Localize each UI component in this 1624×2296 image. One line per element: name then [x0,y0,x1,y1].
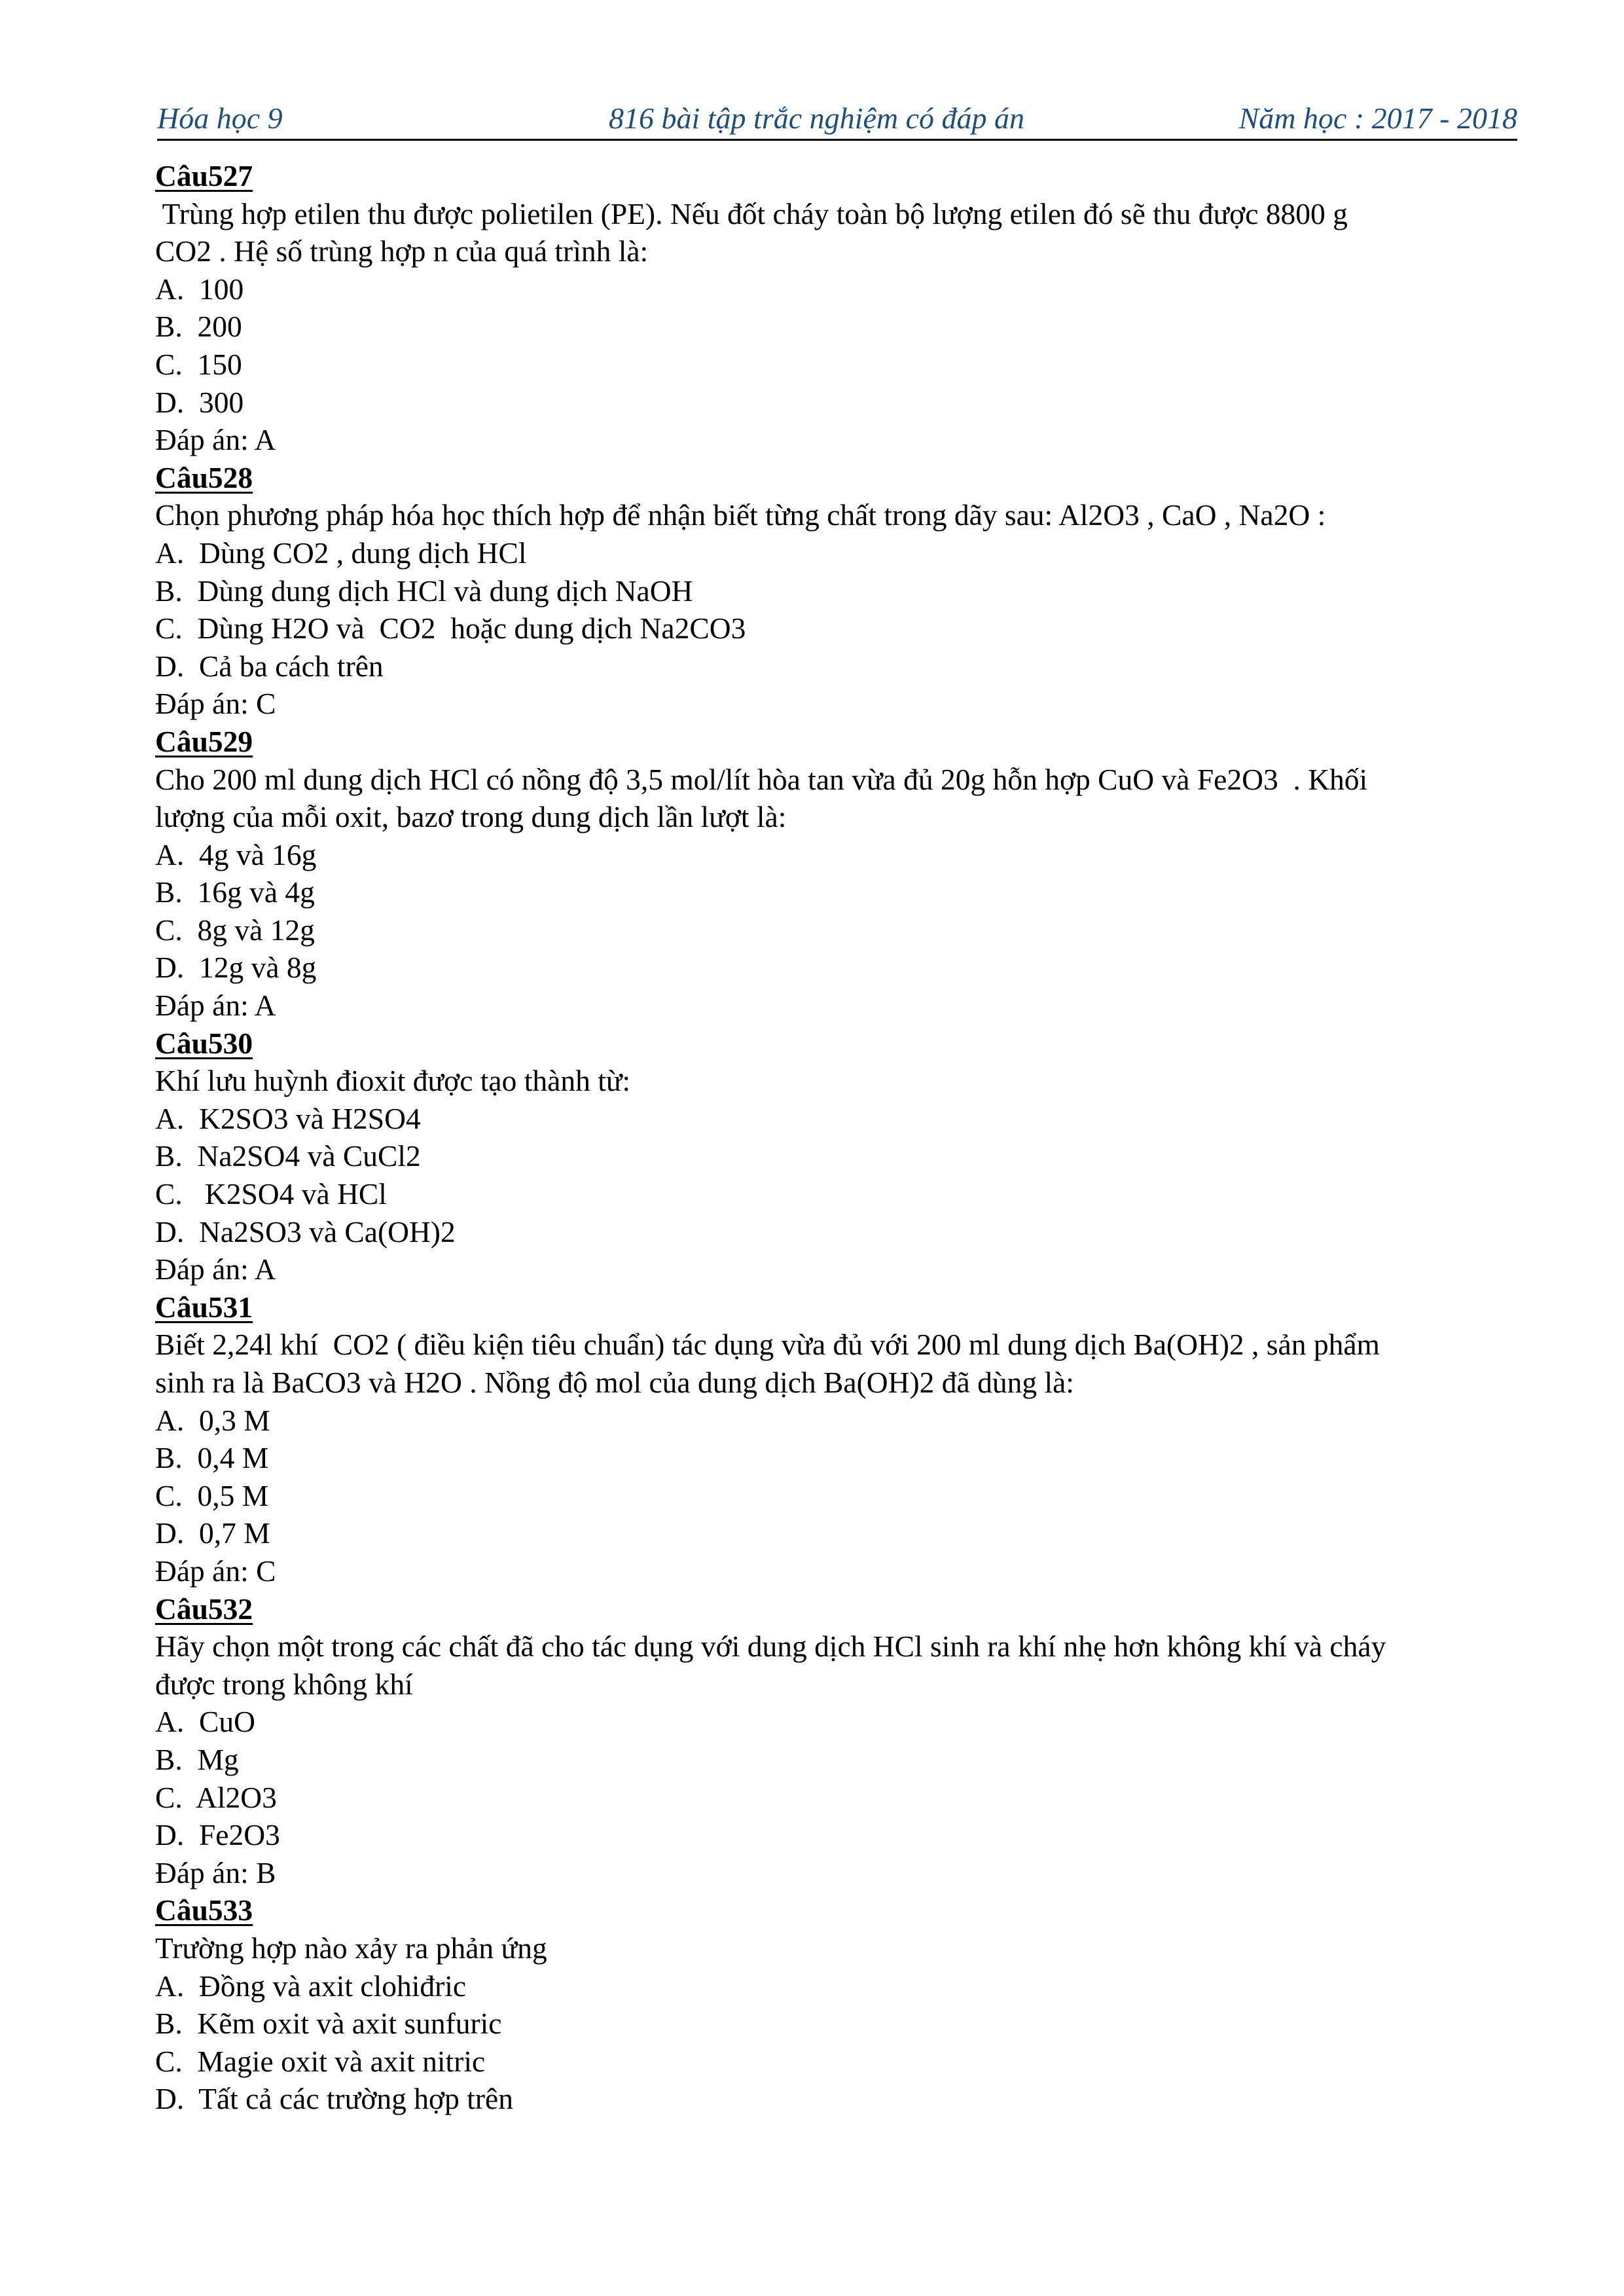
option-b: B. Kẽm oxit và axit sunfuric [155,2007,502,2041]
question-text-line: Trùng hợp etilen thu được polietilen (PE). Nếu đốt cháy toàn bộ lượng etilen đó sẽ thu được 8800 g [155,196,1348,230]
answer: Đáp án: B [155,1855,276,1889]
option-d: D. Tất cả các trường hợp trên [155,2082,513,2116]
question-text-line: sinh ra là BaCO3 và H2O . Nồng độ mol của dung dịch Ba(OH)2 đã dùng là: [155,1366,1074,1399]
question-text-line: lượng của mỗi oxit, bazơ trong dung dịch lần lượt là: [155,800,787,834]
question-text-line: Trường hợp nào xảy ra phản ứng [155,1931,547,1965]
question-text-line: Biết 2,24l khí CO2 ( điều kiện tiêu chuẩn) tác dụng vừa đủ với 200 ml dung dịch Ba(OH)2 , sản phẩm [155,1328,1380,1362]
option-a: A. 0,3 M [155,1403,270,1437]
question-text-line: Khí lưu huỳnh đioxit được tạo thành từ: [155,1064,631,1098]
question-529 [155,723,1523,1025]
answer: Đáp án: A [155,423,276,457]
option-a: A. Đồng và axit clohiđric [155,1969,467,2003]
option-a: A. 4g và 16g [155,837,317,871]
question-text-line: được trong không khí [155,1667,413,1701]
questions-content [155,157,1523,2118]
option-c: C. 150 [155,347,242,381]
question-text-line: CO2 . Hệ số trùng hợp n của quá trình là: [155,234,649,268]
question-533 [155,1891,1523,2118]
option-b: B. Dùng dung dịch HCl và dung dịch NaOH [155,574,693,608]
option-a: A. CuO [155,1705,255,1739]
question-title: Câu531 [155,1290,253,1324]
option-b: B. 16g và 4g [155,875,315,909]
option-c: C. 8g và 12g [155,913,315,947]
answer: Đáp án: A [155,989,276,1023]
answer: Đáp án: A [155,1252,276,1286]
question-528 [155,459,1523,723]
question-title: Câu532 [155,1592,253,1626]
option-b: B. 200 [155,310,242,344]
option-d: D. 300 [155,385,244,419]
option-d: D. 12g và 8g [155,951,317,985]
option-a: A. K2SO3 và H2SO4 [155,1101,421,1135]
question-text-line: Hãy chọn một trong các chất đã cho tác dụng với dung dịch HCl sinh ra khí nhẹ hơn không khí và cháy [155,1630,1386,1664]
option-a: A. Dùng CO2 , dung dịch HCl [155,536,527,570]
header-school-year: Năm học : 2017 - 2018 [1238,101,1517,135]
option-d: D. 0,7 M [155,1516,270,1550]
option-c: C. Al2O3 [155,1780,277,1814]
option-c: C. Magie oxit và axit nitric [155,2044,486,2078]
question-531 [155,1288,1523,1590]
page-header [157,98,1517,141]
question-text-line: Chọn phương pháp hóa học thích hợp để nhận biết từng chất trong dãy sau: Al2O3 , CaO , Na2O : [155,498,1326,532]
question-title: Câu529 [155,724,253,758]
option-c: C. Dùng H2O và CO2 hoặc dung dịch Na2CO3 [155,611,746,646]
question-title: Câu533 [155,1893,253,1927]
answer: Đáp án: C [155,687,276,721]
question-title: Câu527 [155,159,253,192]
question-532 [155,1590,1523,1892]
header-document-title: 816 bài tập trắc nghiệm có đáp án [609,101,1024,135]
header-subject: Hóa học 9 [157,101,283,135]
option-b: B. Na2SO4 và CuCl2 [155,1139,421,1173]
option-d: D. Fe2O3 [155,1818,280,1852]
question-530 [155,1025,1523,1288]
option-c: C. K2SO4 và HCl [155,1177,387,1211]
option-b: B. Mg [155,1742,239,1776]
answer: Đáp án: C [155,1554,276,1588]
question-527 [155,157,1523,459]
question-title: Câu528 [155,460,253,494]
option-b: B. 0,4 M [155,1441,269,1475]
question-text-line: Cho 200 ml dung dịch HCl có nồng độ 3,5 mol/lít hòa tan vừa đủ 20g hỗn hợp CuO và Fe2O3 . Khối [155,762,1368,796]
question-title: Câu530 [155,1026,253,1060]
option-d: D. Na2SO3 và Ca(OH)2 [155,1214,456,1248]
option-c: C. 0,5 M [155,1478,269,1512]
option-a: A. 100 [155,272,244,306]
option-d: D. Cả ba cách trên [155,649,384,683]
